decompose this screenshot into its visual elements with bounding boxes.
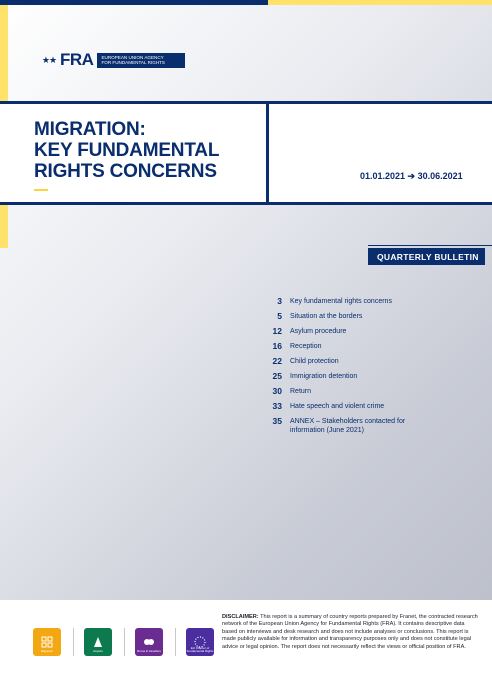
title-line-1: MIGRATION: [34,119,146,140]
toc-page-number: 35 [272,416,282,426]
toc-item[interactable] [262,326,472,336]
icon-separator [175,628,176,656]
disclaimer-lead: DISCLAIMER: [222,614,259,620]
toc-page-number: 3 [277,296,282,306]
toc-label: Child protection [290,358,339,365]
agency-name-box [97,53,185,68]
bulletin-rule [368,245,492,246]
title-accent [34,189,48,191]
eu-charter-icon [186,628,214,656]
disclaimer-text: This report is a summary of country reports prepared by Franet, the contracted research network of the European Union Agency for Fundamental Rights (FRA). It contains descriptive data based on interviews and desk research and does not include analyses or conclusions. This report is made publicly available for information and transparency purposes only and does not constitute legal advice or legal opinion. The report does not necessarily reflect the views or official position of FRA. [222,614,478,650]
toc-label: Asylum procedure [290,328,347,335]
rights-icon [135,628,163,656]
title-divider [266,101,269,205]
toc-page-number: 5 [277,311,282,321]
toc-item[interactable] [262,311,472,321]
agency-line-1: EUROPEAN UNION AGENCY [101,54,164,60]
icon-caption: Migration [40,649,54,653]
toc-item[interactable] [262,341,472,351]
toc-label: Situation at the borders [290,313,363,320]
migration-glyph-icon [39,634,55,650]
toc-label: Immigration detention [290,373,358,380]
date-range: 01.01.2021 ➔ 30.06.2021 [360,171,463,181]
migration-icon [33,628,61,656]
icon-caption: Asylum [93,649,103,653]
toc-label: Return [290,388,312,395]
toc-item[interactable] [262,401,472,411]
rights-glyph-icon [141,634,157,650]
bulletin-label: QUARTERLY BULLETIN [368,248,485,265]
topic-icons [33,628,214,656]
toc-label: Hate speech and violent crime [290,403,385,410]
toc-page-number: 25 [272,371,282,381]
toc-page-number: 33 [272,401,282,411]
icon-caption: Roma & travellers [137,649,161,653]
disclaimer [222,614,478,651]
icon-caption: EU Charter of Fundamental Rights [186,646,214,653]
toc-item[interactable] [262,416,472,435]
icon-separator [73,628,74,656]
fra-logo [40,50,185,70]
gold-top-bar [268,0,492,5]
toc-page-number: 22 [272,356,282,366]
asylum-glyph-icon [90,634,106,650]
navy-top-bar [0,0,268,5]
logo-wordmark: FRA [60,50,94,69]
toc-item[interactable] [262,296,472,306]
page-title [34,119,262,182]
toc-label: Key fundamental rights concerns [290,298,392,305]
toc-page-number: 12 [272,326,282,336]
asylum-icon [84,628,112,656]
toc-item[interactable] [262,356,472,366]
title-line-2: KEY FUNDAMENTAL [34,140,220,161]
toc-page-number: 16 [272,341,282,351]
title-line-3: RIGHTS CONCERNS [34,161,217,182]
agency-line-2: FOR FUNDAMENTAL RIGHTS [101,60,166,65]
eu-stars-icon: ★★ [41,55,57,65]
toc-label: Reception [290,343,322,350]
toc-item[interactable] [262,371,472,381]
icon-separator [124,628,125,656]
toc-page-number: 30 [272,386,282,396]
toc-label: ANNEX – Stakeholders contacted for information (June 2021) [290,418,406,434]
toc-item[interactable] [262,386,472,396]
table-of-contents [262,296,472,440]
